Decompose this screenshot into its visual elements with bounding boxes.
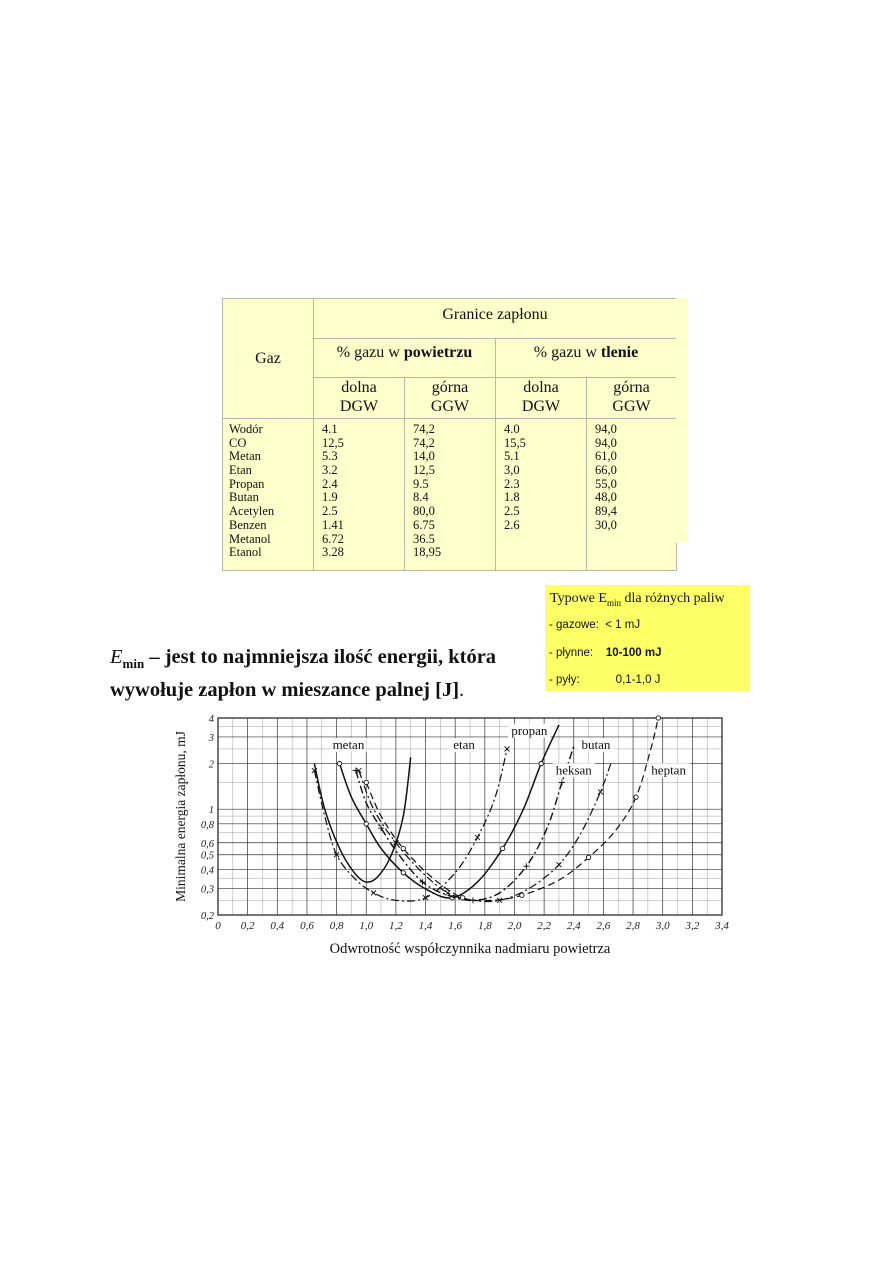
y-tick-label: 1 — [208, 805, 214, 817]
cell-oxy-low: 3,0 — [504, 463, 520, 478]
cell-air-high: 80,0 — [413, 504, 435, 519]
cell-air-high: 74,2 — [413, 435, 435, 450]
cell-oxy-low: 2.3 — [504, 476, 520, 491]
cell-gas: Benzen — [229, 517, 267, 532]
series-propan-marker — [539, 761, 543, 765]
typical-gas-line: - gazowe: < 1 mJ — [549, 619, 641, 631]
cell-air-low: 1.41 — [322, 517, 344, 532]
series-heksan-marker — [445, 890, 450, 895]
x-tick-label: 2,0 — [507, 920, 522, 932]
series-butan-line — [356, 746, 574, 900]
series-etan-marker — [475, 835, 480, 840]
series-heptan-marker — [520, 893, 524, 897]
series-propan-label: propan — [511, 722, 548, 738]
x-tick-label: 0,6 — [300, 920, 314, 932]
cell-air-high: 14,0 — [413, 449, 435, 464]
cell-oxy-low: 2.5 — [504, 504, 520, 519]
x-tick-label: 0 — [215, 920, 221, 932]
series-heptan-marker — [364, 780, 368, 784]
cell-air-high: 74,2 — [413, 422, 435, 436]
series-heptan-marker — [634, 795, 638, 799]
series-propan-marker — [401, 871, 405, 875]
cell-oxy-high — [595, 533, 676, 547]
cell-air-high: 6.75 — [413, 517, 435, 532]
y-axis-label: Minimalna energia zapłonu, mJ — [173, 731, 188, 902]
y-tick-label: 0,6 — [200, 838, 214, 850]
series-propan-line — [340, 722, 559, 898]
typical-liquid-line: - płynne: 10-100 mJ — [549, 647, 662, 659]
series-butan-marker — [523, 863, 529, 869]
cell-gas: Etanol — [229, 545, 262, 560]
header-air-upper: górna GGW — [405, 378, 496, 419]
header-ignition-limits: Granice zapłonu — [314, 299, 677, 339]
oxygen-upper-column — [587, 419, 677, 571]
series-heksan-label: heksan — [555, 762, 592, 778]
cell-air-high: 8.4 — [413, 490, 429, 505]
y-tick-label: 0,5 — [200, 850, 214, 862]
cell-oxy-low: 2.6 — [504, 517, 520, 532]
x-axis-label: Odwrotność współczynnika nadmiaru powietrza — [329, 941, 611, 957]
cell-air-low: 2.4 — [322, 476, 338, 491]
y-tick-label: 0,4 — [200, 865, 214, 877]
cell-oxy-high: 94,0 — [595, 435, 617, 450]
series-heksan-marker — [598, 789, 603, 794]
cell-air-high: 36.5 — [413, 531, 435, 546]
series-metan-line — [314, 757, 410, 882]
cell-air-low: 6.72 — [322, 531, 344, 546]
series-heptan-marker — [401, 846, 405, 850]
series-propan-marker — [500, 846, 504, 850]
x-tick-label: 1,8 — [477, 920, 492, 932]
cell-oxy-high: 55,0 — [595, 476, 617, 491]
cell-oxy-low — [504, 546, 586, 560]
air-upper-column — [405, 419, 496, 571]
cell-air-low: 1.9 — [322, 490, 338, 505]
cell-air-high: 12,5 — [413, 463, 435, 478]
series-butan-marker — [559, 779, 565, 785]
x-tick-label: 2,6 — [596, 920, 611, 932]
header-oxygen: % gazu w tlenie — [496, 339, 677, 378]
cell-oxy-low — [504, 533, 586, 547]
header-gaz: Gaz — [223, 299, 314, 419]
series-metan-label: metan — [332, 736, 365, 752]
x-tick-label: 2,8 — [626, 920, 640, 932]
x-tick-label: 3,4 — [715, 920, 729, 932]
oxygen-lower-column — [496, 419, 587, 571]
header-oxy-upper: górna GGW — [587, 378, 677, 419]
cell-oxy-high: 61,0 — [595, 449, 617, 464]
x-tick-label: 2,4 — [566, 920, 581, 932]
x-tick-label: 3,0 — [655, 920, 670, 932]
cell-oxy-low: 4.0 — [504, 422, 520, 436]
ignition-limits-table — [222, 298, 677, 571]
cell-gas: CO — [229, 435, 247, 450]
cell-gas: Acetylen — [229, 504, 275, 519]
header-oxy-lower: dolna DGW — [496, 378, 587, 419]
cell-air-high: 9.5 — [413, 476, 429, 491]
typical-emin-title: Typowe $E_{min}$ dla różnych paliw — [550, 591, 725, 608]
x-tick-label: 1,2 — [389, 920, 403, 932]
cell-oxy-high: 30,0 — [595, 517, 617, 532]
series-heptan-marker — [656, 716, 660, 720]
series-butan-marker — [353, 768, 359, 774]
y-tick-label: 2 — [208, 759, 214, 771]
cell-oxy-low: 5.1 — [504, 449, 520, 464]
x-tick-label: 1,6 — [448, 920, 463, 932]
series-butan-label: butan — [581, 736, 611, 752]
air-lower-column — [314, 419, 405, 571]
series-heptan-marker — [460, 896, 464, 900]
cell-gas: Butan — [229, 490, 259, 505]
header-air: % gazu w powietrzu — [314, 339, 496, 378]
cell-gas: Metan — [229, 449, 261, 464]
series-propan-marker — [364, 822, 368, 826]
cell-oxy-low: 15,5 — [504, 435, 526, 450]
emin-definition: $E_{min}$ – jest to najmniejsza ilość energii, która wywołuje zapłon w mieszance palnej [J]. — [110, 646, 497, 702]
x-tick-label: 2,2 — [537, 920, 551, 932]
y-tick-label: 0,8 — [200, 819, 214, 831]
cell-air-low: 3.28 — [322, 545, 344, 560]
cell-gas: Metanol — [229, 531, 271, 546]
cell-oxy-high — [595, 546, 676, 560]
cell-air-high: 18,95 — [413, 545, 442, 560]
x-tick-label: 1,0 — [359, 920, 374, 932]
y-tick-label: 0,2 — [200, 911, 214, 922]
typical-emin-box — [545, 585, 750, 691]
cell-gas: Etan — [229, 463, 252, 478]
cell-oxy-high: 66,0 — [595, 463, 617, 478]
table-edge-strip — [676, 298, 688, 543]
series-heptan-label: heptan — [651, 762, 686, 778]
y-tick-label: 4 — [208, 714, 214, 725]
header-air-lower: dolna DGW — [314, 378, 405, 419]
cell-oxy-low: 1.8 — [504, 490, 520, 505]
x-tick-label: 3,2 — [685, 920, 700, 932]
cell-air-low: 5.3 — [322, 449, 338, 464]
typical-dust-line: - pyły: 0,1-1,0 J — [549, 674, 661, 686]
series-propan-marker — [337, 761, 341, 765]
cell-gas: Propan — [229, 476, 265, 491]
cell-air-low: 12,5 — [322, 435, 344, 450]
x-tick-label: 1,4 — [418, 920, 433, 932]
x-tick-label: 0,4 — [270, 920, 285, 932]
gas-name-column — [223, 419, 314, 571]
min-ignition-energy-chart — [165, 710, 745, 960]
x-tick-label: 0,2 — [240, 920, 255, 932]
cell-oxy-high: 94,0 — [595, 422, 617, 436]
y-tick-label: 3 — [208, 732, 214, 744]
cell-air-low: 2.5 — [322, 504, 338, 519]
y-tick-label: 0,3 — [200, 884, 214, 896]
cell-oxy-high: 48,0 — [595, 490, 617, 505]
x-tick-label: 0,8 — [329, 920, 344, 932]
series-etan-label: etan — [453, 736, 475, 752]
cell-oxy-high: 89,4 — [595, 504, 617, 519]
cell-air-low: 3.2 — [322, 463, 338, 478]
series-heptan-marker — [586, 855, 590, 859]
cell-air-low: 4.1 — [322, 422, 338, 436]
series-etan-marker — [371, 890, 376, 895]
cell-gas: Wodór — [229, 422, 263, 436]
